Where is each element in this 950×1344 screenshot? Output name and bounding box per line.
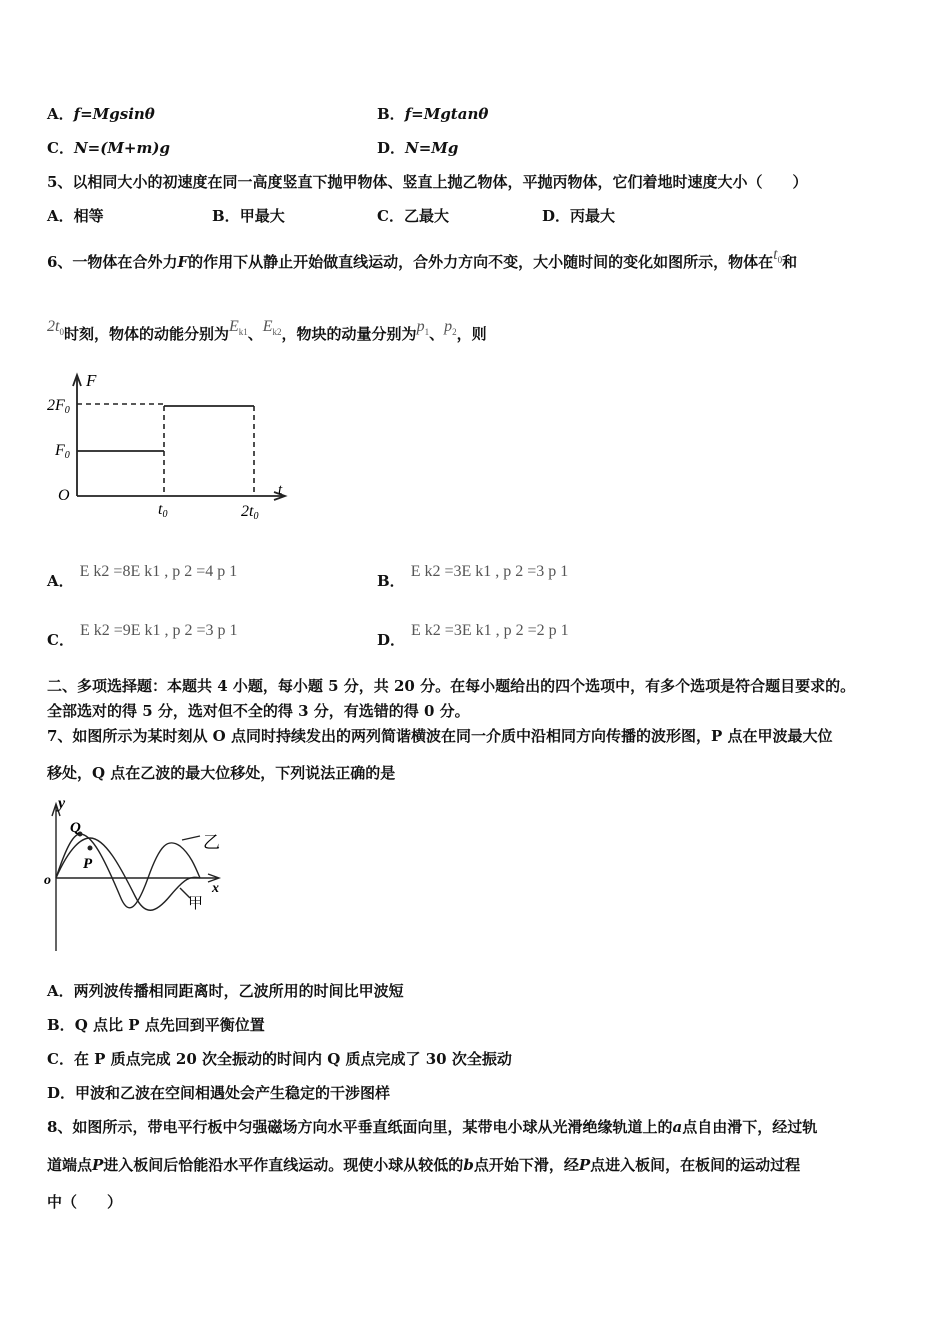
q7-option-d: D．甲波和乙波在空间相遇处会产生稳定的干涉图样 (47, 1084, 391, 1102)
q7-stem-line1: 7、如图所示为某时刻从 O 点同时持续发出的两列简谐横波在同一介质中沿相同方向传播的波形图，P 点在甲波最大位 (47, 727, 833, 745)
tick-f0: F0 (55, 442, 70, 461)
q6-stem-line2: $2t_0$时刻，物体的动能分别为$E_{k1}$、$E_{k2}$，物块的动量分别为$p_1$、$p_2$，则 (47, 318, 487, 343)
q6-option-b: B．E k2 =3E k1 , p 2 =3 p 1 (377, 563, 569, 590)
tick-2t0: 2t0 (241, 503, 259, 522)
q7-option-b: B．Q 点比 P 点先回到平衡位置 (47, 1016, 265, 1034)
q6-option-c: C．E k2 =9E k1 , p 2 =3 p 1 (47, 622, 238, 649)
origin-label: O (58, 487, 70, 504)
label-q: Q (70, 820, 81, 836)
label-yi: 乙 (203, 833, 220, 853)
q5-option-c: C．乙最大 (377, 207, 449, 225)
q4-option-c (47, 137, 170, 158)
label-line-yi (182, 836, 200, 840)
axis-label-x: x (212, 881, 219, 896)
wave-yi (56, 834, 200, 908)
q4-option-b (377, 103, 488, 124)
q5-option-b: B．甲最大 (212, 207, 285, 225)
option-letter: D． (377, 139, 406, 157)
q5-option-d: D．丙最大 (542, 207, 616, 225)
option-text: f=Mgtanθ (404, 105, 489, 123)
q5-stem: 5、以相同大小的初速度在同一高度竖直下抛甲物体、竖直上抛乙物体，平抛丙物体，它们着地时速度大小（ ） (47, 173, 808, 191)
section2-line2: 全部选对的得 5 分，选对但不全的得 3 分，有选错的得 0 分。 (47, 702, 470, 720)
tick-2f0: 2F0 (47, 397, 70, 416)
q8-stem-line2: 道端点P进入板间后恰能沿水平作直线运动。现使小球从较低的b点开始下滑，经P点进入板间，在板间的运动过程 (47, 1156, 801, 1174)
q6-force-time-graph (44, 366, 294, 526)
axis-label-t: t (278, 482, 283, 498)
option-letter: B． (377, 105, 405, 123)
q7-option-a: A．两列波传播相同距离时，乙波所用的时间比甲波短 (47, 982, 404, 1000)
q7-wave-graph (40, 796, 240, 956)
label-jia: 甲 (188, 894, 204, 912)
q6-option-a: A．E k2 =8E k1 , p 2 =4 p 1 (47, 563, 238, 590)
q8-stem-line3: 中（ ） (47, 1193, 123, 1211)
option-letter: A． (47, 105, 74, 123)
q5-option-a: A．相等 (47, 207, 104, 225)
q7-stem-line2: 移处，Q 点在乙波的最大位移处，下列说法正确的是 (47, 764, 396, 782)
axis-label-y: y (58, 796, 66, 812)
wave-jia (56, 838, 200, 910)
q6-stem-line1: 6、一物体在合外力F的作用下从静止开始做直线运动，合外力方向不变，大小随时间的变化如图所示，物体在$t_0$和 (47, 246, 798, 271)
option-text: N=Mg (405, 139, 459, 157)
axis-label-f: F (86, 371, 97, 390)
tick-t0: t0 (158, 501, 168, 520)
option-text: N=(M+m)g (73, 139, 170, 157)
q7-option-c: C．在 P 质点完成 20 次全振动的时间内 Q 质点完成了 30 次全振动 (47, 1050, 512, 1068)
section2-line1: 二、多项选择题：本题共 4 小题，每小题 5 分，共 20 分。在每小题给出的四个选项中，有多个选项是符合题目要求的。 (47, 677, 856, 695)
q4-option-d (377, 137, 458, 158)
option-letter: C． (47, 139, 74, 157)
option-text: f=Mgsinθ (73, 105, 155, 123)
q8-stem-line1: 8、如图所示，带电平行板中匀强磁场方向水平垂直纸面向里，某带电小球从光滑绝缘轨道上的a点自由滑下，经过轨 (47, 1118, 818, 1136)
point-p (88, 846, 93, 851)
q6-option-d: D．E k2 =3E k1 , p 2 =2 p 1 (377, 622, 569, 649)
q4-option-a (47, 103, 155, 124)
origin-label: o (44, 873, 51, 888)
label-p: P (83, 856, 93, 872)
